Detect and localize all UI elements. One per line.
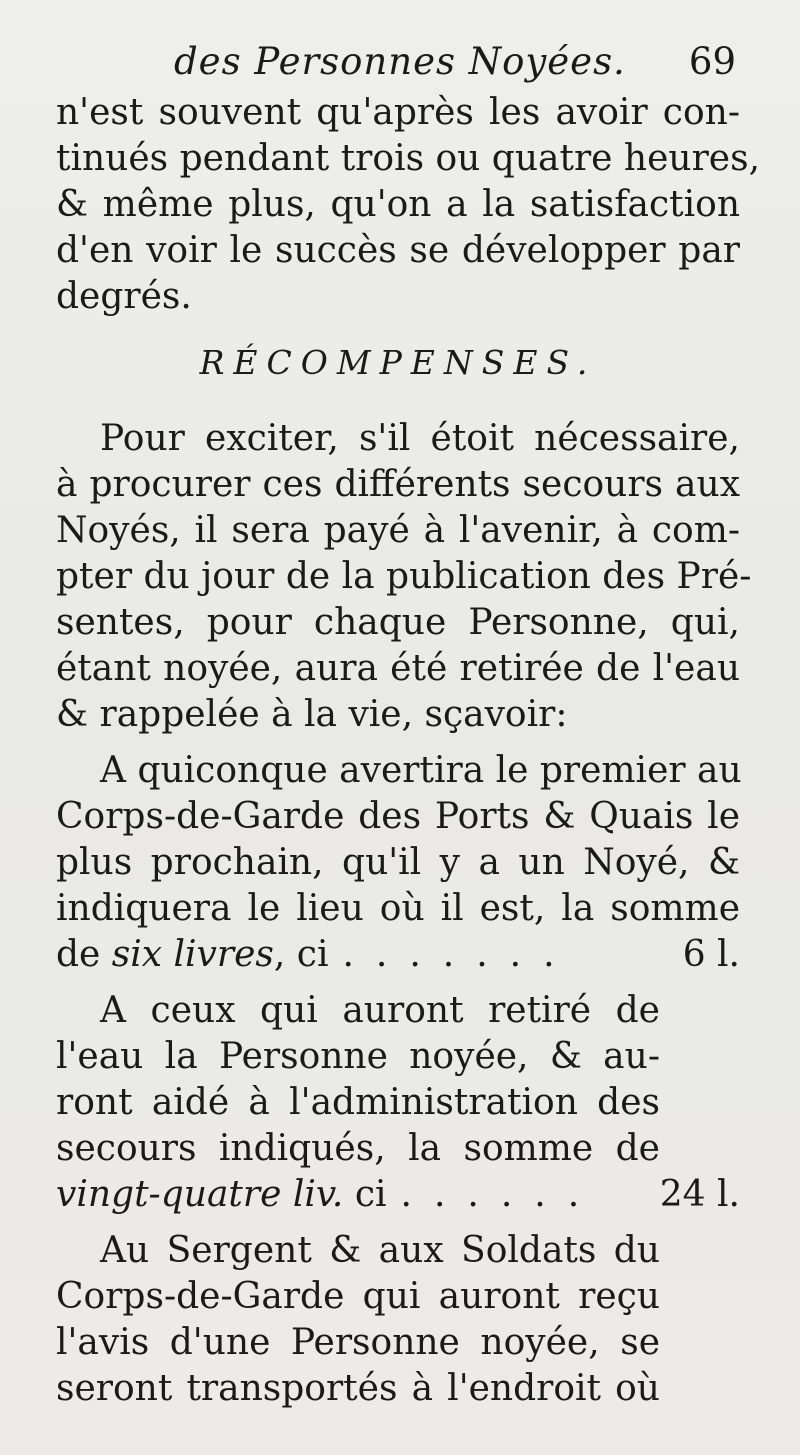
text-line: Au Sergent & aux Soldats du [100, 1230, 660, 1271]
text-line: Noyés, il sera payé à l'avenir, à com- [56, 510, 740, 551]
reward-amount: 24 l. [659, 1174, 740, 1215]
running-title: des Personnes Noyées. [174, 40, 626, 83]
reward-suffix: , ci [273, 934, 329, 975]
dot-leader: ...... [400, 1174, 602, 1215]
reward-sum-words: six livres [111, 934, 274, 975]
text-line: l'eau la Personne noyée, & au- [56, 1036, 660, 1077]
text-line: tinués pendant trois ou quatre heures, [56, 138, 761, 179]
reward-suffix: ci [343, 1174, 387, 1215]
reward-prefix: de [56, 934, 112, 975]
dot-leader: ....... [342, 934, 577, 975]
reward-amount-line [56, 932, 740, 978]
text-line: Pour exciter, s'il étoit nécessaire, [100, 418, 740, 459]
reward-text [56, 932, 328, 978]
reward-amount-line [56, 1172, 740, 1218]
text-line: & rappelée à la vie, sçavoir: [56, 694, 568, 735]
text-line: sentes, pour chaque Personne, qui, [56, 602, 740, 643]
text-line: Corps-de-Garde qui auront reçu [56, 1276, 660, 1317]
text-line: à procurer ces différents secours aux [56, 464, 740, 505]
text-line: A ceux qui auront retiré de [100, 990, 660, 1031]
reward-amount: 6 l. [682, 934, 740, 975]
continuation-paragraph [56, 90, 761, 320]
text-line: secours indiqués, la somme de [56, 1128, 660, 1169]
reward-paragraph-rescuers [56, 988, 740, 1218]
reward-text [56, 1172, 387, 1218]
page-content [56, 30, 761, 1422]
text-line: pter du jour de la publication des Pré- [56, 556, 752, 597]
reward-paragraph-informer [56, 748, 740, 978]
text-line: plus prochain, qu'il y a un Noyé, & [56, 842, 740, 883]
reward-sum-words: vingt-quatre liv. [56, 1174, 344, 1215]
narrow-block [56, 1228, 660, 1412]
text-line: & même plus, qu'on a la satisfaction [56, 184, 740, 225]
text-line: indiquera le lieu où il est, la somme [56, 888, 740, 929]
text-line: n'est souvent qu'après les avoir con- [56, 92, 740, 133]
text-line: d'en voir le succès se développer par [56, 230, 740, 271]
reward-paragraph-soldiers [56, 1228, 740, 1412]
text-line: l'avis d'une Personne noyée, se [56, 1322, 660, 1363]
intro-paragraph [56, 416, 752, 738]
section-heading: RÉCOMPENSES. [199, 343, 597, 382]
narrow-block [56, 988, 660, 1172]
page-number: 69 [688, 40, 736, 83]
text-line: degrés. [56, 276, 192, 317]
page-header [56, 30, 740, 90]
text-line: étant noyée, aura été retirée de l'eau [56, 648, 740, 689]
text-line: seront transportés à l'endroit où [56, 1368, 660, 1409]
text-line: ront aidé à l'administration des [56, 1082, 660, 1123]
text-line: Corps-de-Garde des Ports & Quais le [56, 796, 740, 837]
text-line: A quiconque avertira le premier au [100, 750, 742, 791]
